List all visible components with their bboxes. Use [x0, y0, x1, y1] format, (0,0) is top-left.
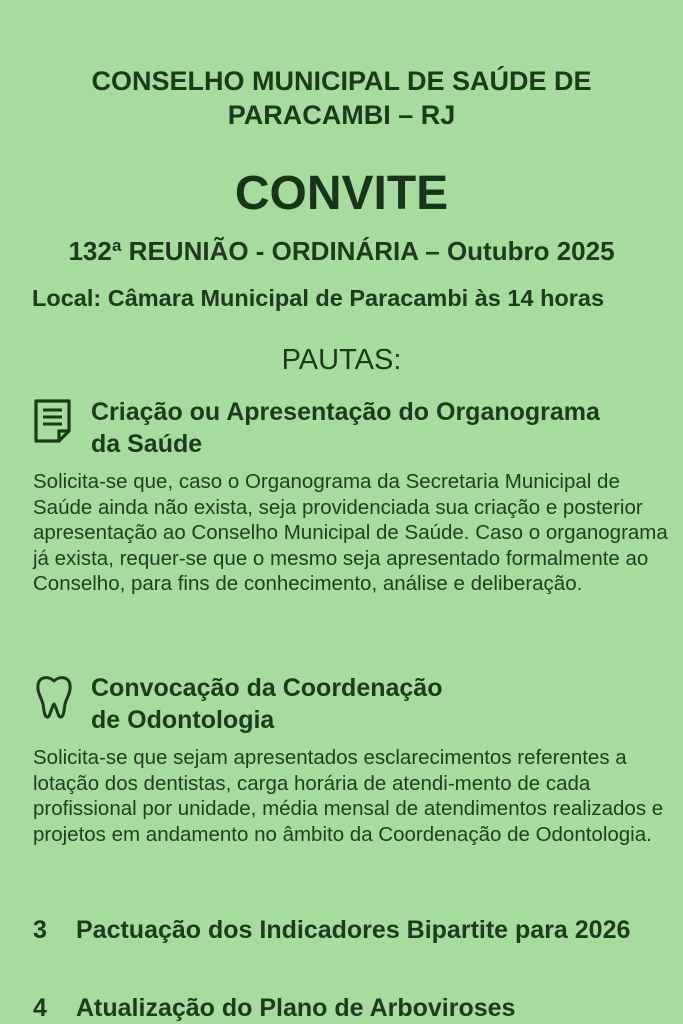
agenda-item-description: Solicita-se que, caso o Organograma da Secretaria Municipal de Saúde ainda não exista, seja providenciada sua criação e posterior apresentação ao Conselho Municipal de Saúde. Caso o organograma já exista, requer-se que o mesmo seja apresentado formalmente ao Conselho, para fins de conhecimento, análise e deliberação. [33, 470, 668, 595]
organization-line-2: PARACAMBI – RJ [227, 100, 456, 130]
agenda-item-title [91, 396, 600, 460]
meeting-location: Local: Câmara Municipal de Paracambi às 14 horas [32, 285, 605, 311]
agenda-item-number: 4 [33, 994, 47, 1022]
agenda-item-title [91, 672, 442, 736]
agenda-item-title-line-1: Convocação da Coordenação [91, 674, 443, 702]
tooth-icon [34, 674, 74, 720]
agenda-item-title-line-1: Criação ou Apresentação do Organograma [91, 398, 600, 426]
agenda-item-number: 3 [33, 916, 47, 944]
organization-name [0, 64, 683, 132]
agenda-item-description: Solicita-se que sejam apresentados esclarecimentos referentes a lotação dos dentistas, carga horária de atendi-mento de cada profissional por unidade, média mensal de atendimentos realizados e projetos em andamento no âmbito da Coordenação de Odontologia. [33, 746, 664, 846]
agenda-item-title: Atualização do Plano de Arboviroses [76, 994, 516, 1022]
organization-line-1: CONSELHO MUNICIPAL DE SAÚDE DE [91, 66, 592, 96]
document-icon [33, 398, 73, 444]
agenda-item-title-line-2: de Odontologia [91, 706, 275, 734]
invitation-title: CONVITE [234, 167, 449, 220]
meeting-info: 132ª REUNIÃO - ORDINÁRIA – Outubro 2025 [68, 236, 615, 266]
agenda-item-title-line-2: da Saúde [91, 430, 203, 458]
agenda-item-title: Pactuação dos Indicadores Bipartite para 2026 [76, 916, 631, 944]
agenda-heading: PAUTAS: [281, 344, 402, 376]
